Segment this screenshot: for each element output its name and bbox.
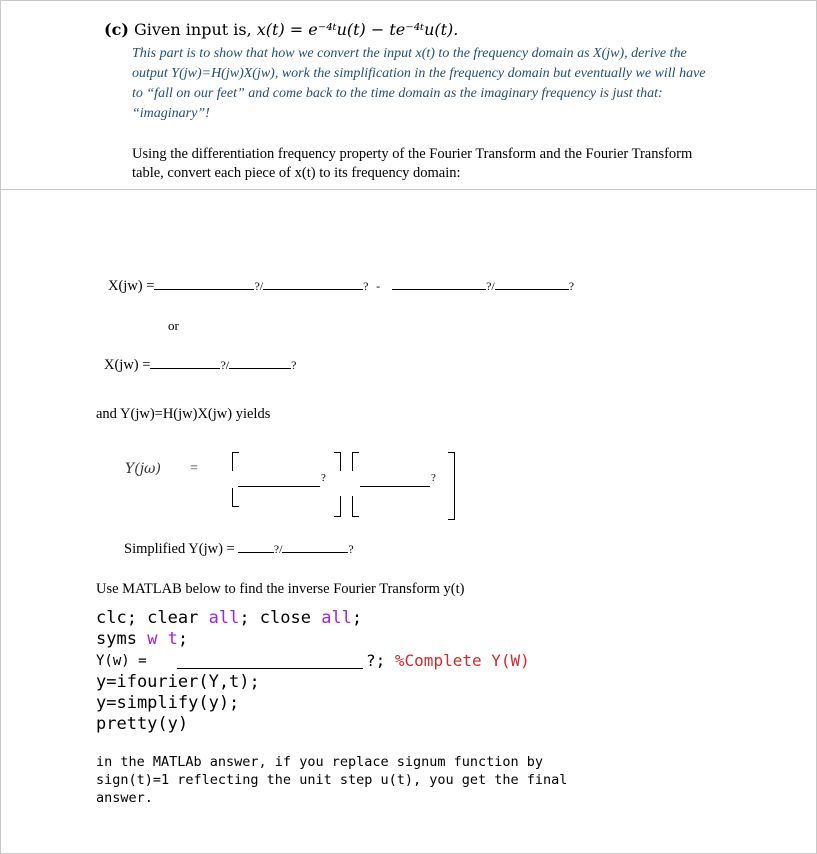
part-heading [104, 20, 458, 39]
code-line-2: syms w t; [96, 629, 189, 649]
equals-sign: = [190, 461, 198, 476]
right-bracket-top [334, 452, 341, 471]
yjw-label: Y(jω) [125, 461, 161, 477]
or-text: or [168, 318, 179, 333]
blank-separator: ?/ [486, 279, 495, 293]
blank-question: ? [348, 542, 354, 556]
matlab-intro: Use MATLAB below to find the inverse Fourier Transform y(t) [96, 581, 465, 597]
answer-blank[interactable] [154, 288, 254, 290]
fraction-line[interactable] [360, 486, 430, 487]
code-line-4: y=ifourier(Y,t); [96, 672, 260, 692]
answer-blank[interactable] [282, 551, 348, 553]
blank-question: ? [291, 358, 297, 372]
part-intro: Given input is, [133, 20, 252, 39]
xjw-line-2 [104, 356, 296, 375]
answer-blank[interactable] [238, 551, 274, 553]
minus-sign: - [376, 279, 381, 293]
blank-question: ? [363, 279, 369, 293]
simplified-line [124, 540, 354, 559]
answer-blank[interactable] [263, 288, 363, 290]
simplified-label: Simplified Y(jw) = [124, 541, 235, 557]
divider [0, 189, 817, 190]
part-label: (c) [104, 20, 129, 39]
blank-separator: ?/ [273, 542, 283, 556]
answer-blank[interactable] [229, 367, 291, 369]
answer-blank[interactable] [392, 288, 486, 290]
xjw-label: X(jw) = [108, 278, 155, 294]
code-line-3: Y(w) = [96, 653, 147, 669]
fraction-question: ? [431, 472, 436, 484]
footnote-line-2: sign(t)=1 reflecting the unit step u(t), you get the final [96, 772, 568, 788]
fraction-question: ? [321, 472, 326, 484]
xjw-label: X(jw) = [104, 357, 151, 373]
explanation-text: This part is to show that how we convert the input x(t) to the frequency domain as X(jw), derive the output Y(jw)=H(jw)X(jw), work the simplification in the frequency domain but eventually we will have to “fall on our feet” and come back to the time domain as the imaginary frequency is just that: “imaginary”! [132, 46, 706, 121]
blank-question: ? [568, 279, 575, 293]
answer-blank[interactable] [495, 288, 569, 290]
code-comment: %Complete Y(W) [394, 651, 530, 670]
code-line-3-end: ?; %Complete Y(W) [366, 651, 530, 670]
instruction-text: Using the differentiation frequency property of the Fourier Transform and the Fourier Transform table, convert each piece of x(t) to its frequency domain: [132, 146, 693, 181]
code-answer-blank[interactable] [177, 668, 363, 669]
code-line-6: pretty(y) [96, 714, 189, 734]
footnote-line-1: in the MATLAb answer, if you replace signum function by [96, 754, 544, 770]
footnote-line-3: answer. [96, 790, 153, 806]
blank-separator: ?/ [220, 358, 230, 372]
left-bracket-bottom [352, 496, 359, 517]
code-line-5: y=simplify(y); [96, 693, 240, 713]
xjw-line-1 [108, 277, 574, 296]
input-equation: x(t) = e⁻⁴ᵗu(t) − te⁻⁴ᵗu(t). [256, 20, 459, 39]
and-yields-text: and Y(jw)=H(jw)X(jw) yields [96, 406, 271, 422]
fraction-line[interactable] [238, 486, 320, 487]
left-bracket-top [352, 452, 359, 471]
blank-separator: ?/ [254, 279, 264, 293]
code-line-1: clc; clear all; close all; [96, 608, 363, 628]
right-bracket-bottom [334, 496, 341, 517]
left-bracket-top [232, 452, 239, 471]
right-bracket [448, 452, 455, 520]
answer-blank[interactable] [150, 367, 220, 369]
left-bracket-bottom [232, 488, 239, 507]
